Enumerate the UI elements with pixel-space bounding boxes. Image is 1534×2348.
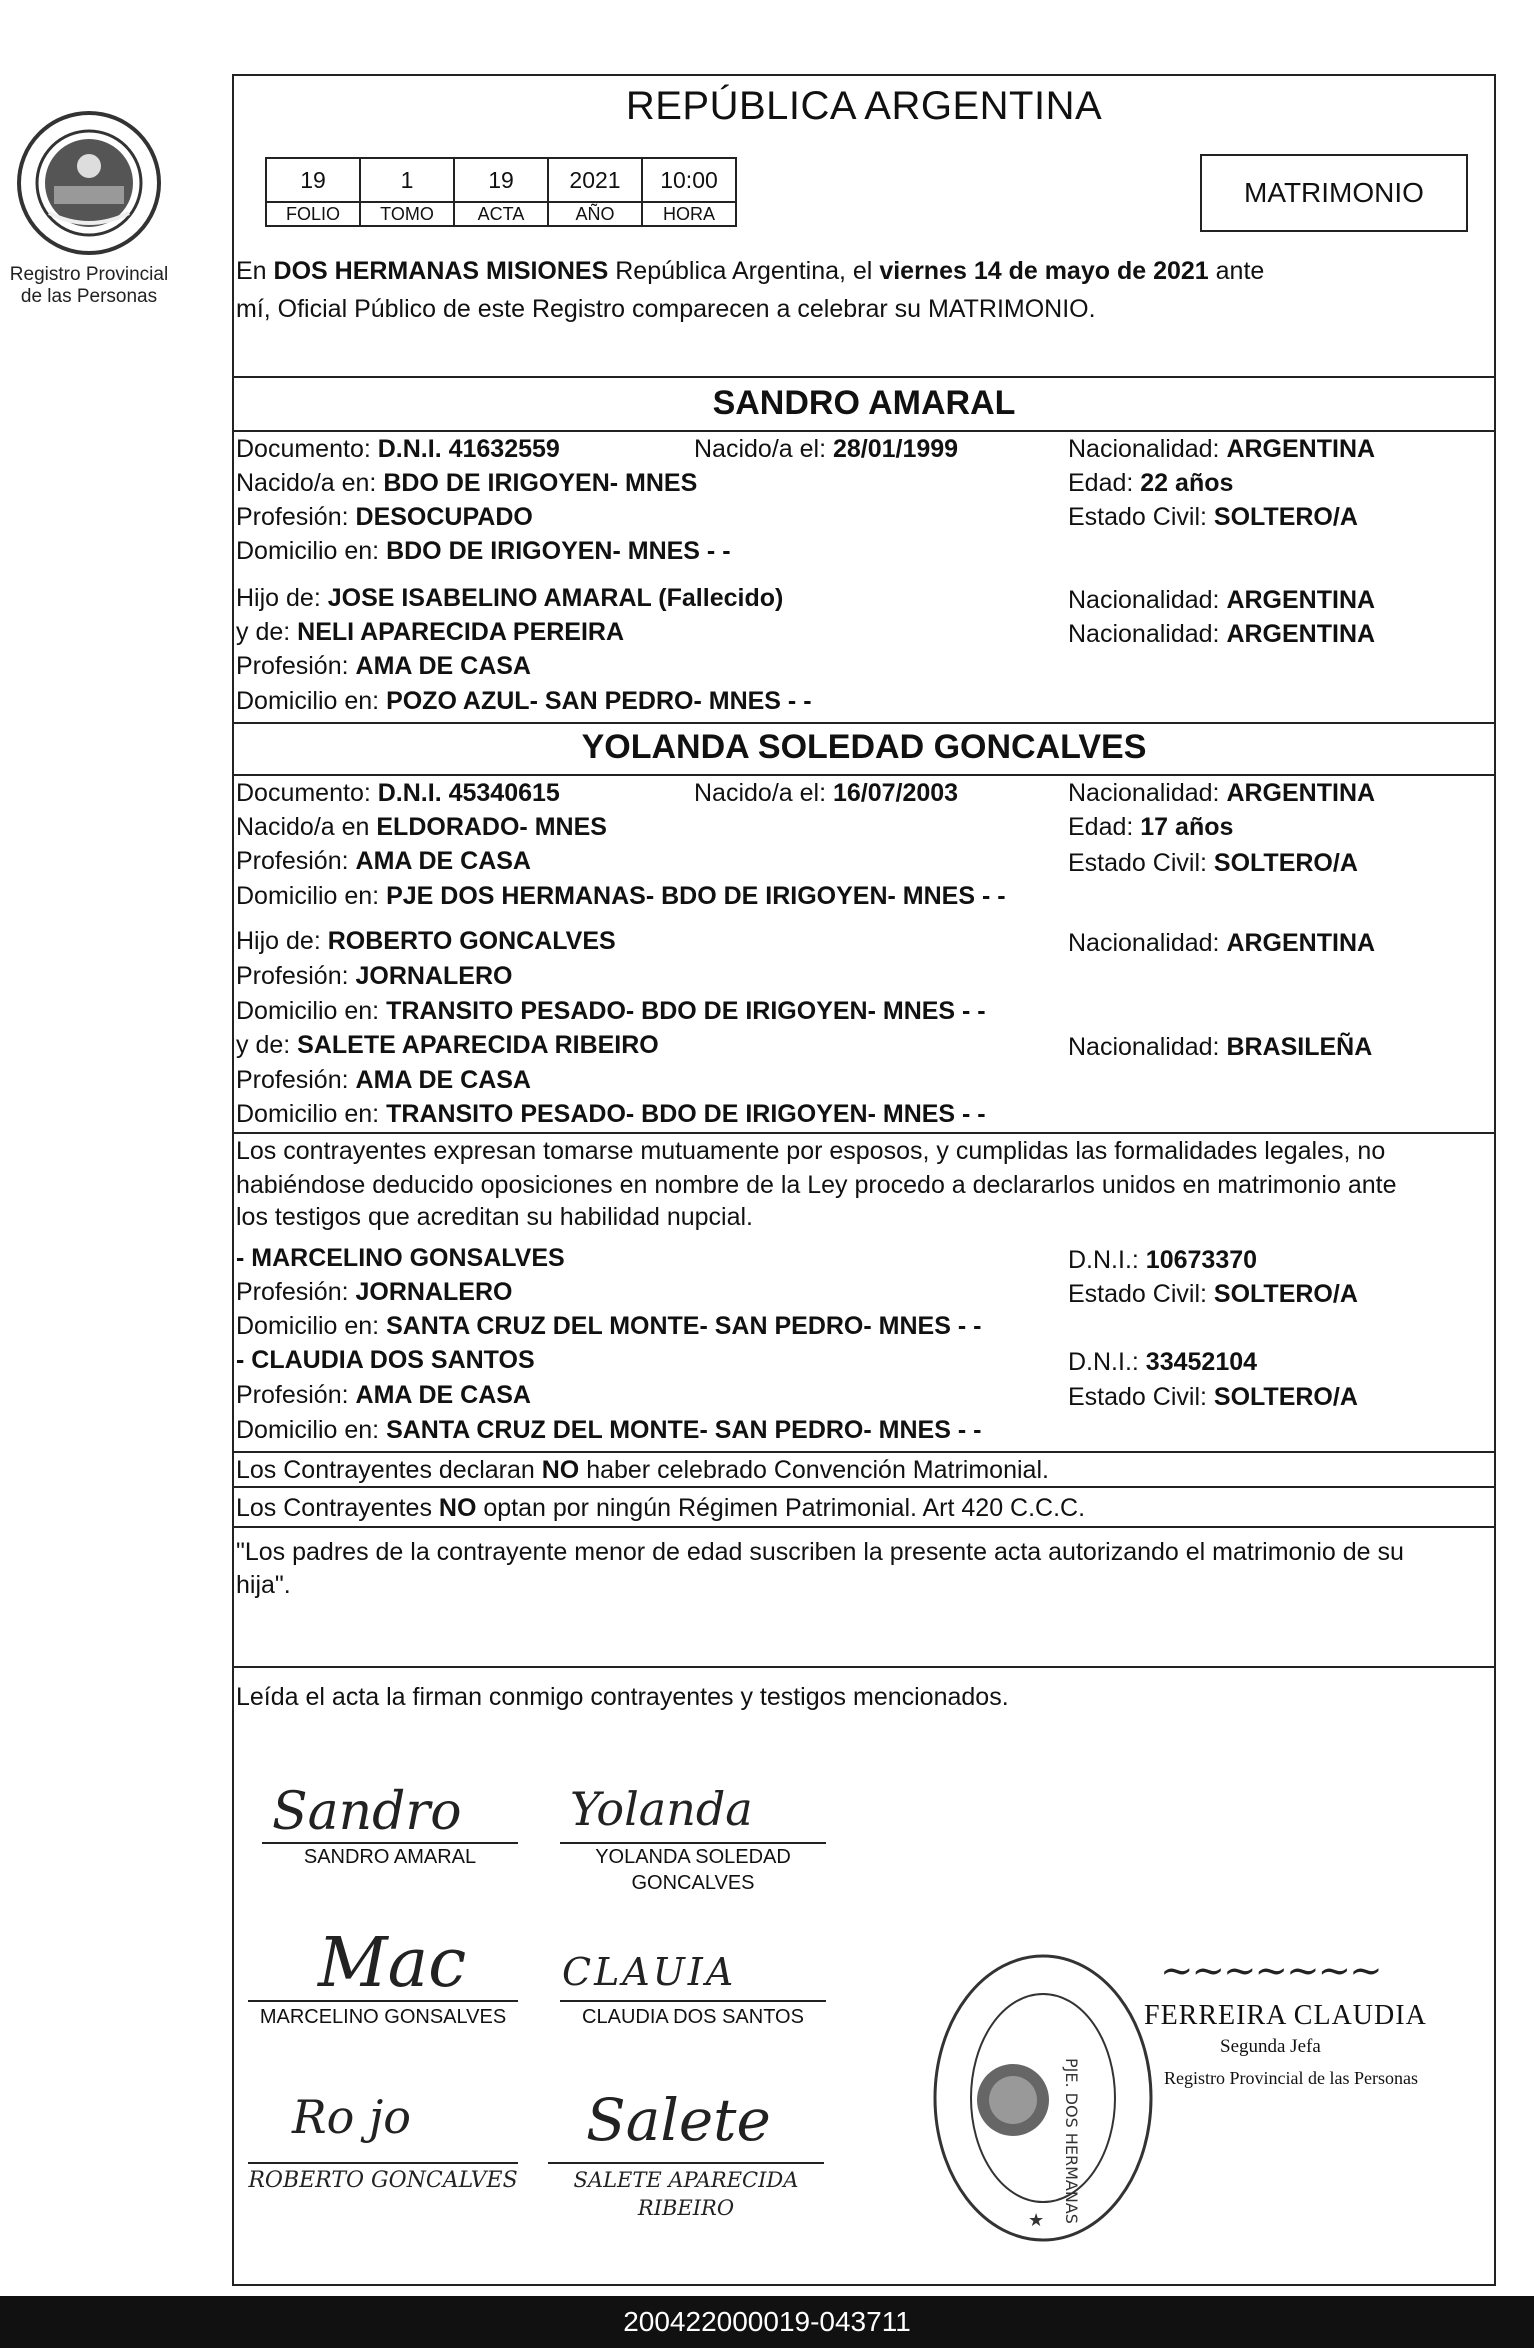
bride-mother-profession	[236, 1063, 531, 1097]
divider	[232, 1666, 1496, 1668]
bride-nationality	[1068, 776, 1375, 810]
groom-address	[236, 534, 731, 568]
value: PJE DOS HERMANAS- BDO DE IRIGOYEN- MNES - -	[386, 882, 1006, 910]
bride-mother-address	[236, 1097, 986, 1131]
value: AMA DE CASA	[355, 652, 531, 680]
signature-line	[262, 1842, 518, 1844]
label: y de:	[236, 1031, 298, 1059]
bride-age	[1068, 810, 1233, 844]
value: SANTA CRUZ DEL MONTE- SAN PEDRO- MNES - -	[386, 1312, 982, 1340]
folio-label: FOLIO	[266, 202, 360, 226]
groom-age	[1068, 466, 1233, 500]
anio-value: 2021	[548, 158, 642, 202]
closing-statement: Leída el acta la firman conmigo contrayentes y testigos mencionados.	[236, 1683, 1009, 1711]
value: 28/01/1999	[832, 435, 959, 463]
bride-father	[236, 924, 616, 958]
value: POZO AZUL- SAN PEDRO- MNES - -	[386, 687, 812, 715]
signature-roberto: Ro jo	[292, 2090, 411, 2144]
bride-father-nationality	[1068, 926, 1375, 960]
signature-name-groom: SANDRO AMARAL	[303, 1846, 477, 1868]
signature-name-bride-mother-2: RIBEIRO	[637, 2196, 735, 2220]
signature-line	[248, 2162, 518, 2164]
value: ARGENTINA	[1226, 779, 1376, 807]
anio-label: AÑO	[548, 202, 642, 226]
signature-line	[248, 2000, 518, 2002]
label: Hijo de:	[236, 584, 328, 612]
province-seal-icon	[14, 108, 164, 258]
value: BDO DE IRIGOYEN- MNES - -	[386, 537, 731, 565]
official-stamp-icon	[928, 1948, 1158, 2248]
signature-name-bride-1: YOLANDA SOLEDAD	[595, 1846, 791, 1868]
label: Edad:	[1068, 813, 1141, 841]
intro-text: En	[236, 257, 274, 285]
officer-signature: ~~~~~~~	[1160, 1948, 1381, 1994]
tomo-value: 1	[360, 158, 454, 202]
groom-father-nationality	[1068, 583, 1375, 617]
witness-1-address	[236, 1309, 981, 1343]
value: ARGENTINA	[1226, 586, 1376, 614]
bride-birthdate	[694, 776, 958, 810]
intro-line-1	[236, 254, 1264, 288]
emphasis: NO	[438, 1494, 477, 1522]
minor-note-line-2: hija".	[236, 1571, 291, 1599]
label: Edad:	[1068, 469, 1141, 497]
label: Profesión:	[236, 962, 356, 990]
groom-profession	[236, 500, 533, 534]
declaration-line-3: los testigos que acreditan su habilidad nupcial.	[236, 1203, 754, 1231]
svg-text:PJE. DOS HERMANAS: PJE. DOS HERMANAS	[1062, 2058, 1081, 2224]
signature-sandro: Sandro	[272, 1782, 462, 1842]
acta-label: ACTA	[454, 202, 548, 226]
label: Estado Civil:	[1068, 1280, 1214, 1308]
label: Domicilio en:	[236, 1312, 387, 1340]
value: TRANSITO PESADO- BDO DE IRIGOYEN- MNES - -	[386, 997, 986, 1025]
value: ROBERTO GONCALVES	[327, 927, 616, 955]
groom-civil-status	[1068, 500, 1358, 534]
label: Profesión:	[236, 1066, 356, 1094]
hora-label: HORA	[642, 202, 736, 226]
label: Profesión:	[236, 503, 356, 531]
label: Estado Civil:	[1068, 1383, 1214, 1411]
intro-text: ante	[1208, 257, 1265, 285]
logo-caption-2: de las Personas	[20, 286, 158, 307]
value: SOLTERO/A	[1213, 1383, 1358, 1411]
label: Documento:	[236, 435, 378, 463]
witness-1-dni	[1068, 1243, 1257, 1277]
value: JORNALERO	[355, 1278, 513, 1306]
bride-birthplace	[236, 810, 607, 844]
label: Nacionalidad:	[1068, 929, 1227, 957]
signature-name-witness-2: CLAUDIA DOS SANTOS	[582, 2006, 804, 2028]
label: Domicilio en:	[236, 997, 387, 1025]
groom-mother-nationality	[1068, 617, 1375, 651]
divider	[232, 1526, 1496, 1528]
label: Hijo de:	[236, 927, 328, 955]
groom-mother-profession	[236, 649, 531, 683]
bride-father-profession	[236, 959, 512, 993]
emphasis: NO	[541, 1456, 580, 1484]
value: NELI APARECIDA PEREIRA	[297, 618, 625, 646]
value: SALETE APARECIDA RIBEIRO	[297, 1031, 659, 1059]
label: Documento:	[236, 779, 378, 807]
label: Nacionalidad:	[1068, 620, 1227, 648]
officer-office: Registro Provincial de las Personas	[1164, 2068, 1418, 2088]
value: BRASILEÑA	[1226, 1033, 1373, 1061]
label: Domicilio en:	[236, 537, 387, 565]
witness-2-profession	[236, 1378, 531, 1412]
value: SOLTERO/A	[1213, 849, 1358, 877]
document-barcode-number: 200422000019-043711	[0, 2296, 1534, 2348]
text: Los Contrayentes	[236, 1494, 439, 1522]
bride-father-address	[236, 994, 986, 1028]
witness-2-civil-status	[1068, 1380, 1358, 1414]
signature-yolanda: Yolanda	[570, 1782, 753, 1836]
label: Nacido/a en	[236, 813, 377, 841]
value: D.N.I. 45340615	[377, 779, 560, 807]
witness-1-civil-status	[1068, 1277, 1358, 1311]
value: BDO DE IRIGOYEN- MNES	[383, 469, 698, 497]
value: AMA DE CASA	[355, 1381, 531, 1409]
acta-value: 19	[454, 158, 548, 202]
intro-place: DOS HERMANAS MISIONES	[273, 257, 609, 285]
signature-marcelino: Mac	[318, 1924, 467, 2003]
signature-name-bride-mother-1: SALETE APARECIDA	[573, 2168, 799, 2192]
groom-birthdate	[694, 432, 958, 466]
groom-mother-address	[236, 684, 812, 718]
signature-claudia: CLAUIA	[562, 1950, 737, 1994]
intro-line-2: mí, Oficial Público de este Registro comparecen a celebrar su MATRIMONIO.	[236, 295, 1096, 323]
bride-mother-nationality	[1068, 1030, 1372, 1064]
signature-salete: Salete	[586, 2086, 771, 2154]
label: Profesión:	[236, 1381, 356, 1409]
bride-document	[236, 776, 560, 810]
divider	[232, 722, 1496, 724]
signature-line	[560, 1842, 826, 1844]
tomo-label: TOMO	[360, 202, 454, 226]
officer-role: Segunda Jefa	[1220, 2036, 1321, 2057]
label: Nacionalidad:	[1068, 586, 1227, 614]
groom-nationality	[1068, 432, 1375, 466]
folio-value: 19	[266, 158, 360, 202]
witness-1-name: - MARCELINO GONSALVES	[236, 1244, 565, 1272]
groom-name: SANDRO AMARAL	[712, 384, 1016, 422]
officer-name: FERREIRA CLAUDIA	[1144, 2000, 1427, 2031]
signature-name-witness-1: MARCELINO GONSALVES	[259, 2006, 507, 2028]
bride-civil-status	[1068, 846, 1358, 880]
svg-text:★: ★	[1028, 2210, 1045, 2231]
bride-name: YOLANDA SOLEDAD GONCALVES	[581, 728, 1147, 766]
value: SOLTERO/A	[1213, 1280, 1358, 1308]
declaration-line-2: habiéndose deducido oposiciones en nombre de la Ley procedo a declararlos unidos en matrimonio ante	[236, 1171, 1397, 1199]
value: 16/07/2003	[832, 779, 959, 807]
bride-profession	[236, 844, 531, 878]
label: Profesión:	[236, 847, 356, 875]
value: JORNALERO	[355, 962, 513, 990]
registry-logo	[4, 108, 174, 308]
value: DESOCUPADO	[355, 503, 533, 531]
bride-mother	[236, 1028, 659, 1062]
label: Nacionalidad:	[1068, 779, 1227, 807]
record-type: MATRIMONIO	[1200, 154, 1468, 232]
value: 17 años	[1140, 813, 1234, 841]
value: ARGENTINA	[1226, 435, 1376, 463]
witness-2-name: - CLAUDIA DOS SANTOS	[236, 1346, 535, 1374]
intro-text: República Argentina, el	[608, 257, 880, 285]
value: JOSE ISABELINO AMARAL (Fallecido)	[327, 584, 784, 612]
text: Los Contrayentes declaran	[236, 1456, 542, 1484]
label: Nacido/a el:	[694, 435, 833, 463]
witness-2-dni	[1068, 1345, 1257, 1379]
signature-line	[548, 2162, 824, 2164]
label: Domicilio en:	[236, 882, 387, 910]
groom-birthplace	[236, 466, 697, 500]
value: 22 años	[1140, 469, 1234, 497]
label: Nacionalidad:	[1068, 435, 1227, 463]
label: Nacido/a en:	[236, 469, 384, 497]
label: D.N.I.:	[1068, 1348, 1146, 1376]
convention-statement	[236, 1453, 1049, 1487]
label: Profesión:	[236, 652, 356, 680]
label: D.N.I.:	[1068, 1246, 1146, 1274]
label: Nacionalidad:	[1068, 1033, 1227, 1061]
signature-name-bride-2: GONCALVES	[631, 1872, 755, 1894]
groom-mother	[236, 615, 624, 649]
minor-note-line-1: "Los padres de la contrayente menor de edad suscriben la presente acta autorizando el matrimonio de su	[236, 1538, 1404, 1566]
value: ARGENTINA	[1226, 620, 1376, 648]
value: ARGENTINA	[1226, 929, 1376, 957]
label: Domicilio en:	[236, 1416, 387, 1444]
signature-line	[560, 2000, 826, 2002]
bride-address	[236, 879, 1006, 913]
label: Profesión:	[236, 1278, 356, 1306]
logo-caption-1: Registro Provincial	[9, 264, 169, 285]
value: SANTA CRUZ DEL MONTE- SAN PEDRO- MNES - -	[386, 1416, 982, 1444]
value: D.N.I. 41632559	[377, 435, 560, 463]
label: Estado Civil:	[1068, 849, 1214, 877]
page-title: REPÚBLICA ARGENTINA	[625, 84, 1103, 128]
value: TRANSITO PESADO- BDO DE IRIGOYEN- MNES - -	[386, 1100, 986, 1128]
value: AMA DE CASA	[355, 847, 531, 875]
label: Domicilio en:	[236, 687, 387, 715]
regime-statement	[236, 1491, 1085, 1525]
label: Nacido/a el:	[694, 779, 833, 807]
label: Estado Civil:	[1068, 503, 1214, 531]
intro-date: viernes 14 de mayo de 2021	[879, 257, 1209, 285]
witness-1-profession	[236, 1275, 512, 1309]
label: y de:	[236, 618, 298, 646]
value: AMA DE CASA	[355, 1066, 531, 1094]
divider	[232, 376, 1496, 378]
groom-document	[236, 432, 560, 466]
text: optan por ningún Régimen Patrimonial. Art 420 C.C.C.	[476, 1494, 1086, 1522]
value: SOLTERO/A	[1213, 503, 1358, 531]
groom-father	[236, 581, 783, 615]
label: Domicilio en:	[236, 1100, 387, 1128]
witness-2-address	[236, 1413, 981, 1447]
registry-table	[265, 157, 737, 227]
declaration-line-1: Los contrayentes expresan tomarse mutuamente por esposos, y cumplidas las formalidades legales, no	[236, 1137, 1386, 1165]
value: 10673370	[1145, 1246, 1258, 1274]
signature-name-bride-father: ROBERTO GONCALVES	[248, 2168, 518, 2193]
text: haber celebrado Convención Matrimonial.	[579, 1456, 1049, 1484]
value: ELDORADO- MNES	[376, 813, 607, 841]
hora-value: 10:00	[642, 158, 736, 202]
value: 33452104	[1145, 1348, 1258, 1376]
